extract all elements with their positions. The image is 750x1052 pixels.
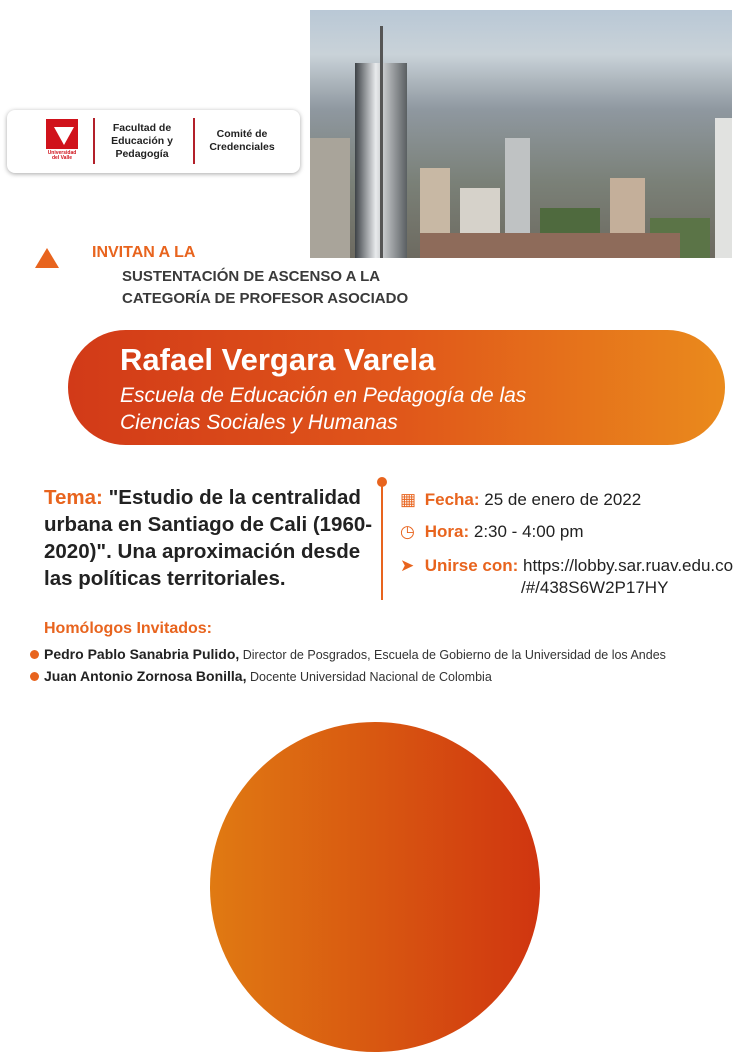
time-value: 2:30 - 4:00 pm [473, 522, 584, 541]
guest-role: Docente Universidad Nacional de Colombia [249, 670, 492, 684]
city-photo [310, 10, 732, 258]
guest-item [30, 668, 492, 684]
speaker-school-line1: Escuela de Educación en Pedagogía de las [120, 384, 527, 407]
divider-line [381, 482, 383, 600]
invite-heading: INVITAN A LA [92, 244, 196, 261]
decorative-semicircle [210, 722, 540, 1052]
guest-name: Pedro Pablo Sanabria Pulido, [44, 646, 240, 662]
bullet-icon [30, 650, 39, 659]
univalle-logo [46, 119, 78, 161]
date-row [400, 490, 641, 510]
topic-text: "Estudio de la centralidad urbana en Santiago de Cali (1960-2020)". Una aproximación desde las políticas territoriales. [44, 486, 373, 590]
topic-label: Tema: [44, 486, 103, 509]
triangle-icon [35, 248, 59, 268]
committee-name: Comité de Credenciales [209, 128, 275, 153]
time-label: Hora: [424, 522, 470, 541]
join-url-line1[interactable]: https://lobby.sar.ruav.edu.co [523, 556, 734, 575]
join-label: Unirse con: [424, 556, 519, 575]
send-arrow-icon: ➤ [400, 556, 415, 575]
guests-heading: Homólogos Invitados: [44, 620, 212, 637]
guest-name: Juan Antonio Zornosa Bonilla, [44, 668, 247, 684]
university-name: Universidad del Valle [47, 150, 77, 161]
divider-dot [377, 477, 387, 487]
time-row [400, 522, 584, 542]
guest-role: Director de Posgrados, Escuela de Gobierno de la Universidad de los Andes [242, 648, 666, 662]
join-row [400, 556, 733, 576]
clock-icon: ◷ [400, 522, 415, 541]
event-title-line2: CATEGORÍA DE PROFESOR ASOCIADO [122, 290, 409, 307]
speaker-name: Rafael Vergara Varela [120, 342, 436, 377]
date-label: Fecha: [424, 490, 480, 509]
logo-card [7, 110, 300, 173]
date-value: 25 de enero de 2022 [484, 490, 642, 509]
bullet-icon [30, 672, 39, 681]
faculty-name: Facultad de Educación y Pedagogía [111, 122, 173, 160]
guest-item [30, 646, 666, 662]
calendar-icon: ▦ [400, 490, 417, 509]
join-url-line2[interactable]: /#/438S6W2P17HY [521, 578, 669, 597]
speaker-school-line2: Ciencias Sociales y Humanas [120, 411, 398, 434]
event-title-line1: SUSTENTACIÓN DE ASCENSO A LA [122, 268, 381, 285]
topic [44, 484, 374, 592]
